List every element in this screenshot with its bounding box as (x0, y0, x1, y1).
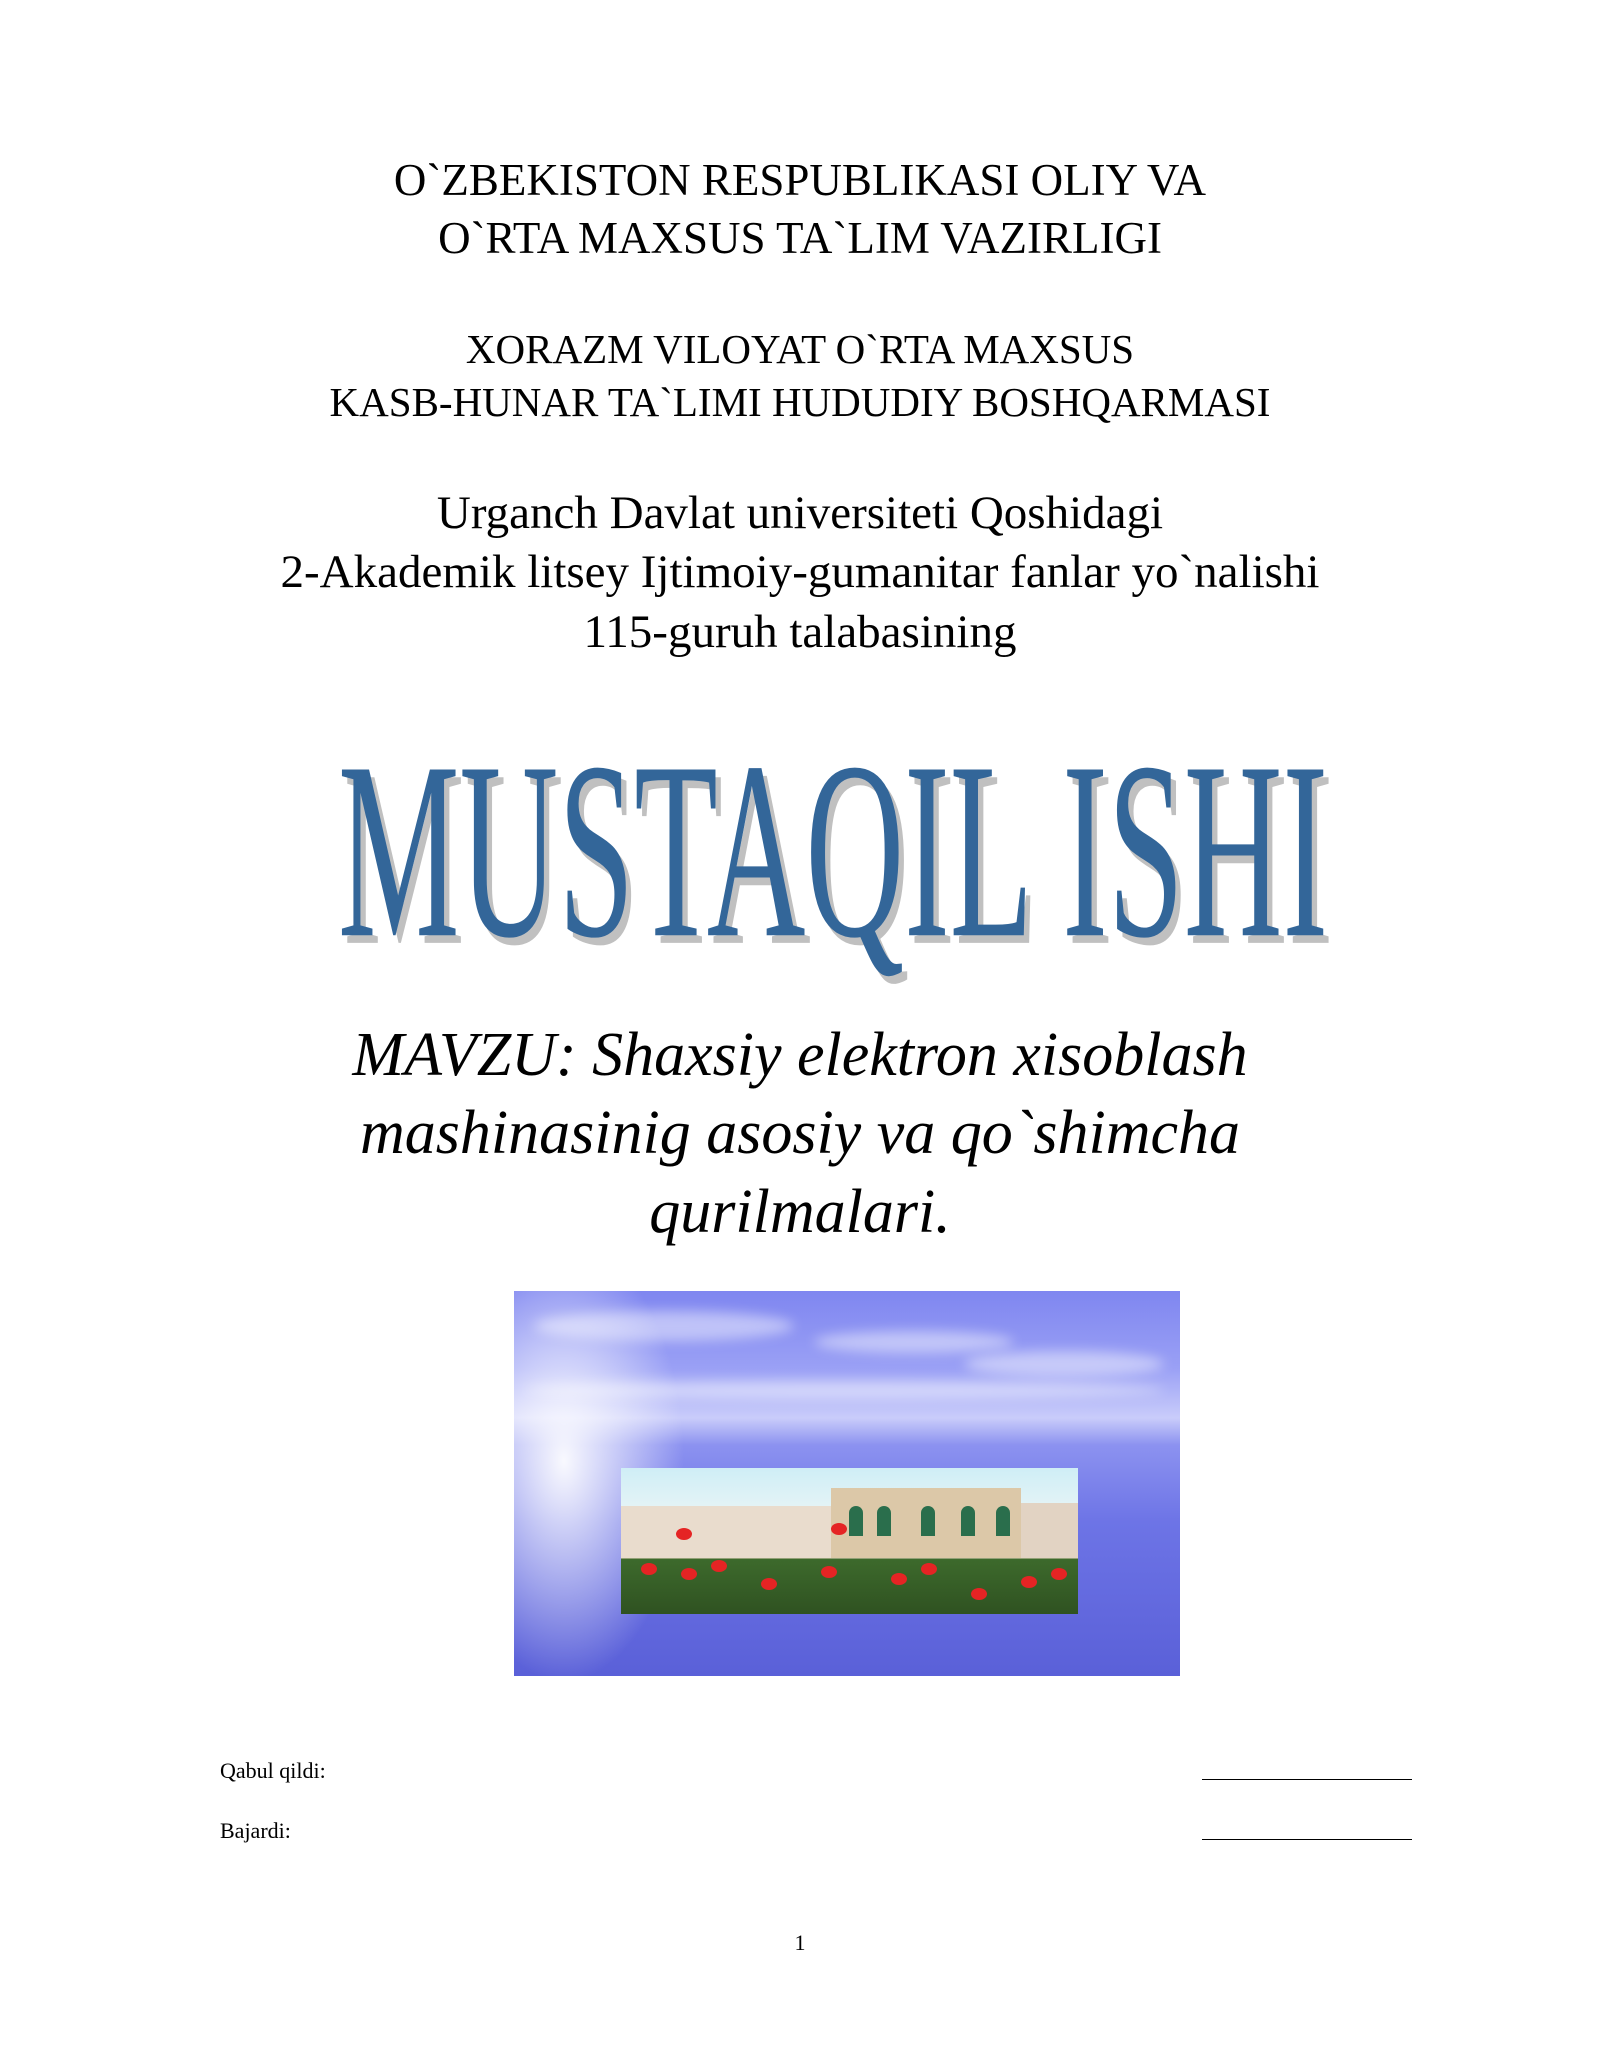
topic-line-3: qurilmalari. (649, 1178, 951, 1246)
region-line-1: XORAZM VILOYAT O`RTA MAXSUS (465, 326, 1135, 372)
title-wordart (0, 709, 1600, 991)
document-title: MUSTAQIL ISHI (338, 709, 1329, 991)
accepted-by-label: Qabul qildi: (220, 1758, 326, 1783)
region-line-2: KASB-HUNAR TA`LIMI HUDUDIY BOSHQARMASI (329, 379, 1271, 425)
accepted-by-signature-line (1202, 1779, 1412, 1780)
cover-image (514, 1291, 1180, 1676)
school-line-3: 115-guruh talabasining (583, 606, 1017, 658)
ministry-line-2: O`RTA MAXSUS TA`LIM VAZIRLIGI (438, 213, 1162, 263)
university-building-photo (621, 1468, 1078, 1614)
school-line-2: 2-Akademik litsey Ijtimoiy-gumanitar fanlar yo`nalishi (280, 546, 1320, 598)
ministry-line-1: O`ZBEKISTON RESPUBLIKASI OLIY VA (393, 155, 1207, 205)
performed-by-label: Bajardi: (220, 1818, 291, 1843)
topic-line-1: MAVZU: Shaxsiy elektron xisoblash (352, 1021, 1248, 1089)
performed-by-signature-line (1202, 1839, 1412, 1840)
school-line-1: Urganch Davlat universiteti Qoshidagi (436, 487, 1164, 539)
topic-line-2: mashinasinig asosiy va qo`shimcha (359, 1099, 1241, 1167)
page-number: 1 (794, 1930, 806, 1955)
